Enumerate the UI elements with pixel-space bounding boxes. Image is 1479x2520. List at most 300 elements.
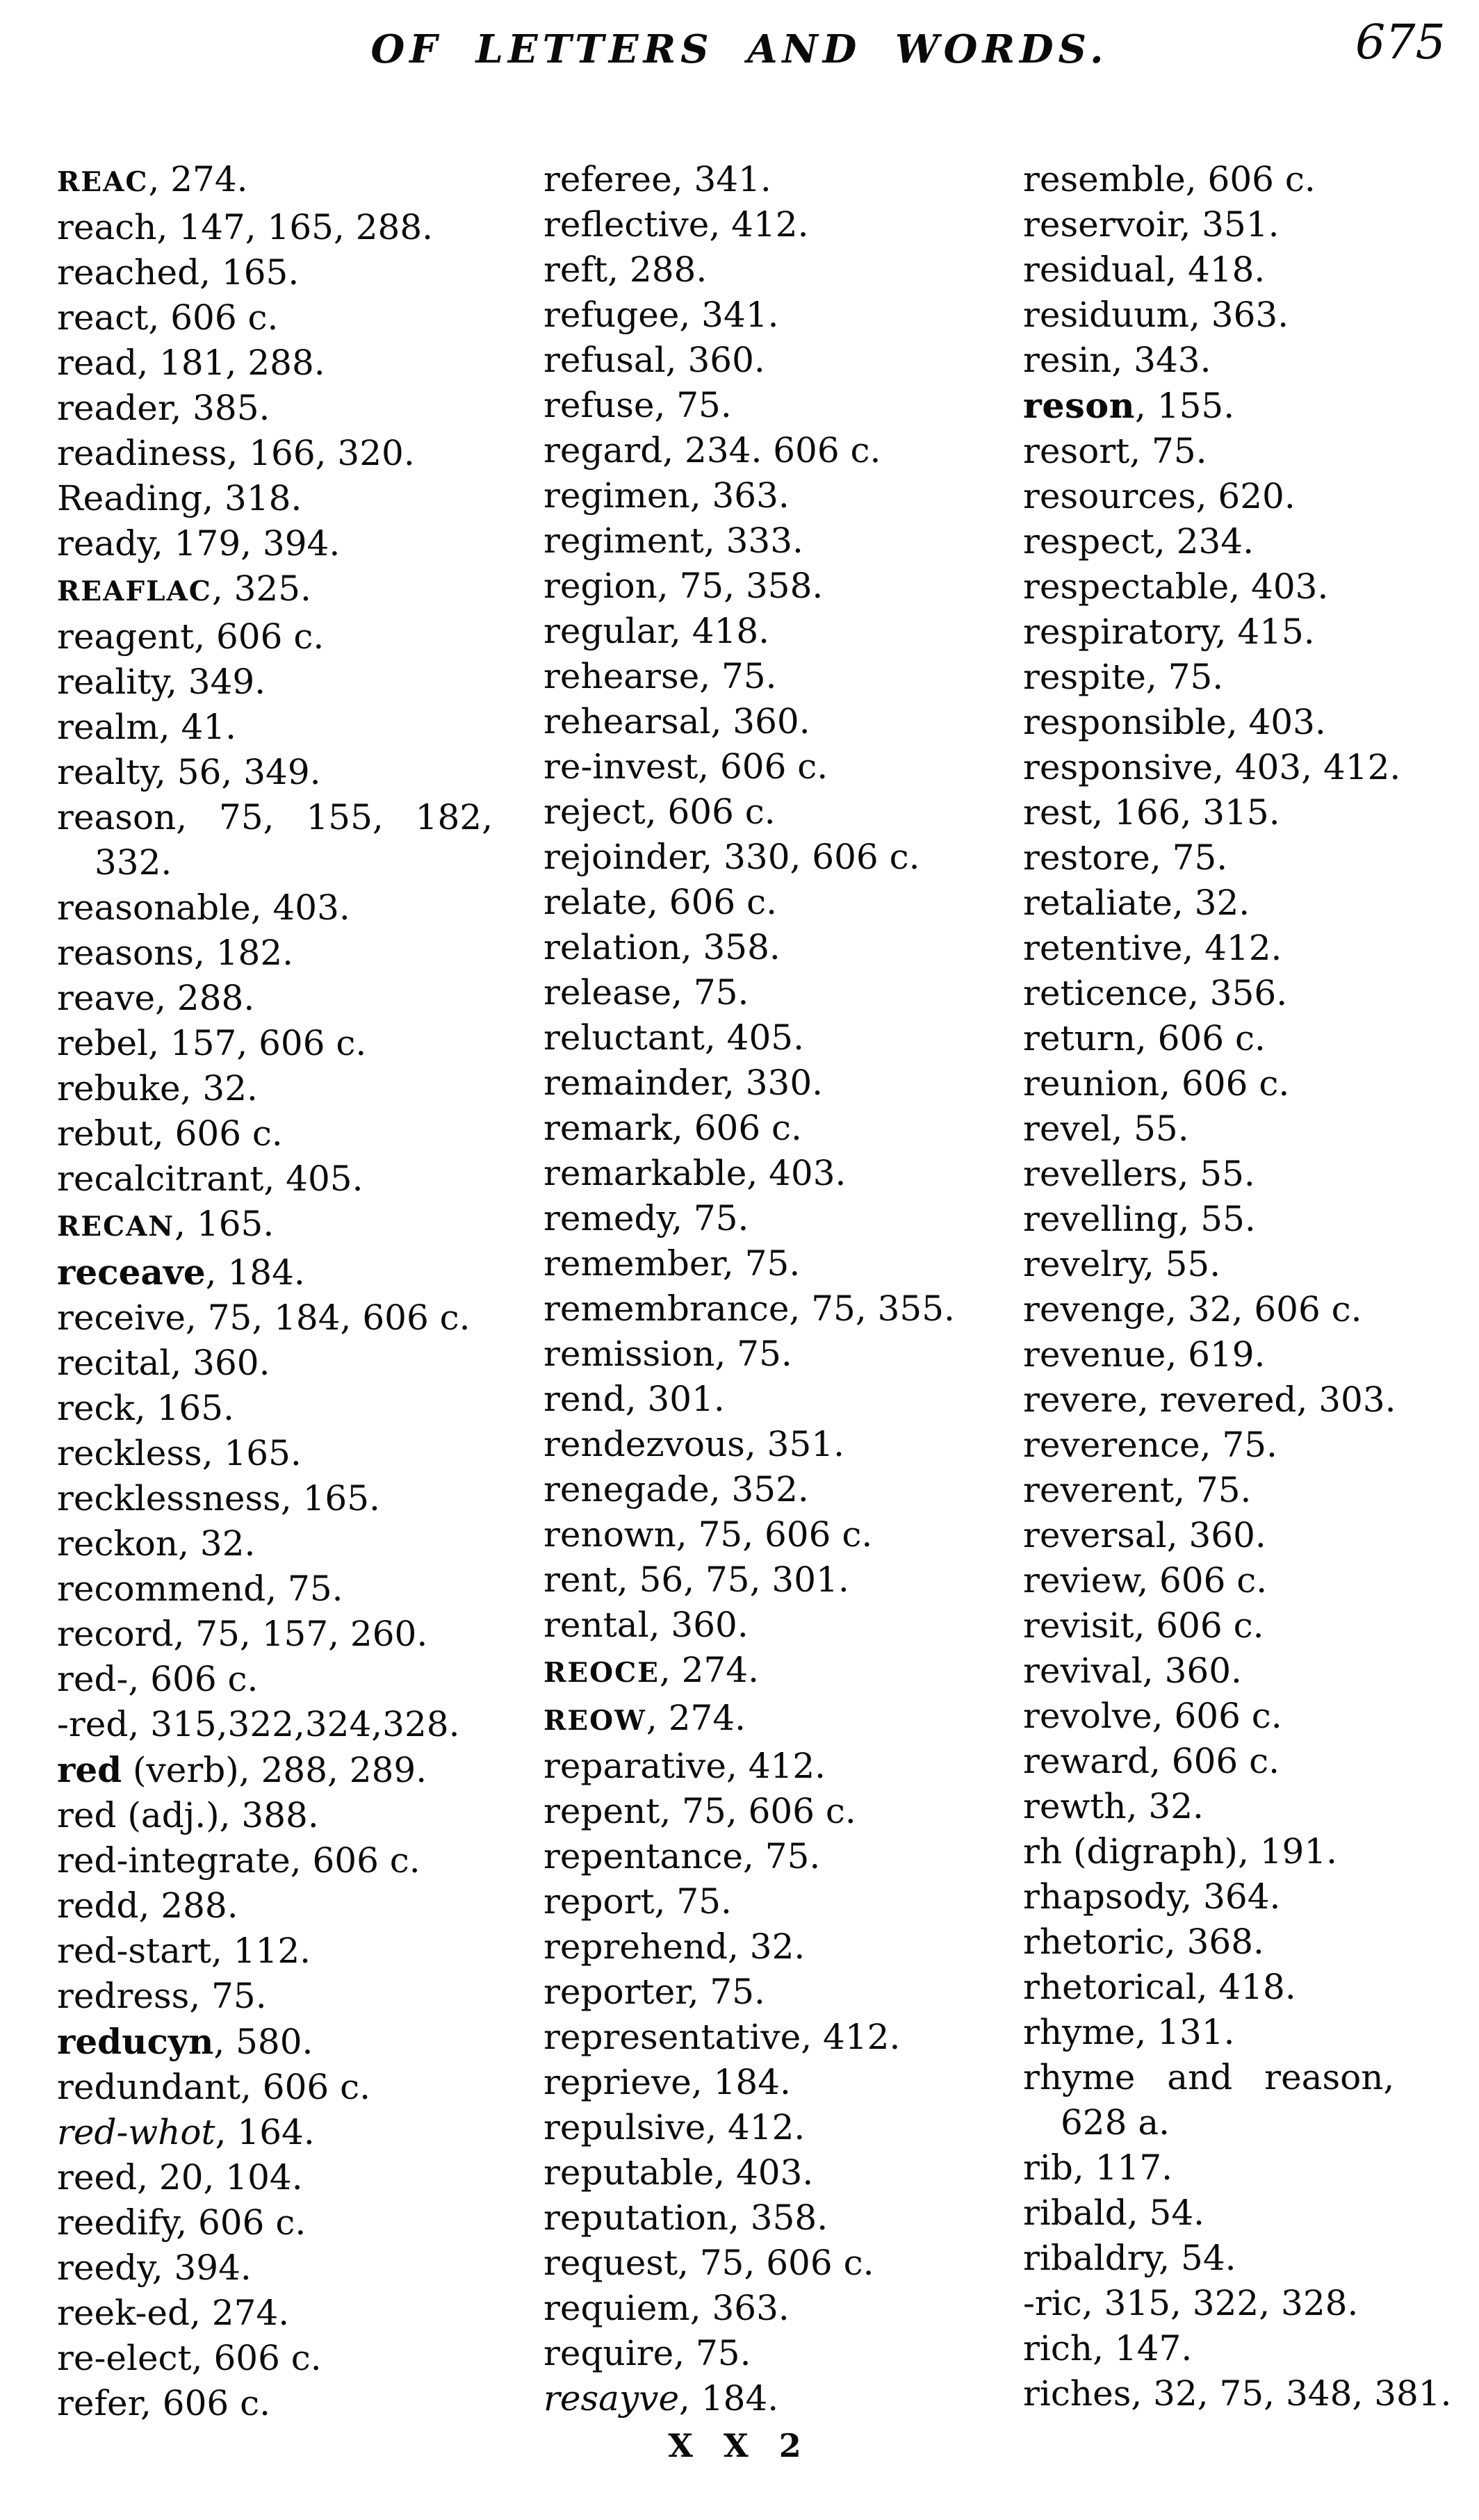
headword: rh bbox=[1023, 1831, 1063, 1872]
index-entry bbox=[544, 2286, 1002, 2331]
headword: remember bbox=[544, 1243, 723, 1284]
headword: readiness bbox=[57, 433, 227, 473]
entry-continuation: 332. bbox=[95, 842, 172, 883]
headword: reckless bbox=[57, 1433, 202, 1473]
page-refs: , 75. bbox=[743, 1836, 821, 1876]
page-refs: (verb), 288, 289. bbox=[122, 1750, 427, 1790]
index-entry bbox=[544, 247, 1002, 293]
index-column-3 bbox=[1023, 157, 1479, 2416]
headword: regimen bbox=[544, 475, 690, 516]
page-refs: , 75. bbox=[1174, 1470, 1252, 1510]
headword: rehearse bbox=[544, 656, 700, 696]
page-refs: , 234. bbox=[1154, 521, 1254, 562]
headword: revolve bbox=[1023, 1696, 1152, 1736]
index-column-1 bbox=[57, 157, 516, 2426]
page-refs: , 75. bbox=[673, 2333, 751, 2373]
page-refs: , 288. bbox=[607, 249, 708, 290]
page-refs: , 364. bbox=[1181, 1876, 1281, 1917]
index-entry bbox=[57, 1657, 516, 1702]
headword: rich bbox=[1023, 2328, 1093, 2368]
index-entry bbox=[1023, 564, 1479, 609]
headword: recommend bbox=[57, 1569, 266, 1609]
headword: responsive bbox=[1023, 747, 1213, 787]
headword: recklessness bbox=[57, 1478, 281, 1519]
headword: redd bbox=[57, 1885, 139, 1926]
headword: repent bbox=[544, 1791, 660, 1831]
headword: rhetoric bbox=[1023, 1922, 1165, 1962]
headword: requiem bbox=[544, 2288, 690, 2328]
index-entry bbox=[1023, 157, 1479, 202]
headword: reverent bbox=[1023, 1470, 1175, 1510]
index-entry bbox=[544, 699, 1002, 744]
headword: REOW bbox=[544, 1705, 646, 1737]
index-entry bbox=[57, 1341, 516, 1386]
index-entry bbox=[544, 2015, 1002, 2060]
page-refs: , 606 c. bbox=[152, 1113, 283, 1154]
headword: read bbox=[57, 343, 138, 383]
headword: redundant bbox=[57, 2067, 241, 2107]
headword: reputable bbox=[544, 2152, 714, 2193]
index-entry bbox=[1023, 971, 1479, 1016]
index-entry bbox=[57, 1476, 516, 1521]
page-refs: , 274. bbox=[190, 2293, 290, 2333]
index-entry bbox=[544, 1106, 1002, 1151]
headword: revival bbox=[1023, 1651, 1143, 1691]
headword: refugee bbox=[544, 295, 680, 335]
page-refs: , 75. bbox=[671, 972, 749, 1013]
page-refs: , 54. bbox=[1127, 2193, 1205, 2233]
page-refs: , 75, 157, 260. bbox=[173, 1614, 428, 1654]
headword: react bbox=[57, 297, 149, 338]
headword: rhetorical bbox=[1023, 1967, 1197, 2007]
page-refs: , 606 c. bbox=[646, 882, 777, 922]
index-entry bbox=[57, 750, 516, 795]
index-entry bbox=[544, 1744, 1002, 1789]
index-entry bbox=[1023, 1648, 1479, 1694]
page-refs: , 606 c. bbox=[698, 746, 828, 787]
page-refs: , 405. bbox=[704, 1017, 805, 1058]
page-refs: , 352. bbox=[709, 1469, 809, 1509]
index-entry bbox=[1023, 1694, 1479, 1739]
page-refs: , 32. bbox=[1126, 1786, 1204, 1826]
headword: respect bbox=[1023, 521, 1154, 562]
headword: reunion bbox=[1023, 1063, 1160, 1104]
page-refs: , 274. bbox=[148, 159, 248, 199]
index-entry bbox=[57, 1156, 516, 1202]
headword: re-invest bbox=[544, 746, 698, 787]
page-refs: , 165. bbox=[199, 252, 300, 293]
index-entry bbox=[1023, 2055, 1479, 2100]
headword: red bbox=[57, 1749, 122, 1790]
page-refs: , 274. bbox=[659, 1650, 760, 1690]
headword: reasonable bbox=[57, 887, 251, 928]
headword: reedy bbox=[57, 2248, 152, 2288]
headword: revenue bbox=[1023, 1334, 1166, 1375]
page-refs: , 32. bbox=[180, 1068, 258, 1108]
headword: review bbox=[1023, 1560, 1138, 1601]
headword: referee bbox=[544, 159, 672, 199]
headword: relation bbox=[544, 927, 681, 967]
page-refs: , 55. bbox=[1143, 1244, 1221, 1284]
index-entry bbox=[544, 202, 1002, 247]
index-entry bbox=[1023, 202, 1479, 247]
headword: reprieve bbox=[544, 2062, 692, 2102]
page-refs: , 606 c. bbox=[1137, 1560, 1268, 1601]
index-entry bbox=[544, 1241, 1002, 1286]
index-entry bbox=[544, 473, 1002, 518]
headword: respiratory bbox=[1023, 612, 1216, 652]
index-entry bbox=[1023, 1377, 1479, 1423]
index-entry bbox=[57, 1202, 516, 1250]
index-entry bbox=[57, 1747, 516, 1793]
page-refs: , 606 c. bbox=[1185, 159, 1316, 199]
headword: regular bbox=[544, 611, 670, 651]
page-refs: , 75, 358. bbox=[657, 566, 824, 606]
index-entry bbox=[544, 157, 1002, 202]
headword: regiment bbox=[544, 521, 704, 561]
page-refs: , 75. bbox=[714, 1334, 792, 1374]
page-refs: , 606 c. bbox=[290, 1840, 420, 1881]
headword: reflective bbox=[544, 204, 710, 245]
index-entry bbox=[57, 1111, 516, 1156]
index-entry bbox=[1023, 881, 1479, 926]
page-refs: , 32. bbox=[728, 1926, 806, 1967]
headword: reave bbox=[57, 978, 156, 1018]
index-entry bbox=[544, 654, 1002, 699]
page-refs: , 274. bbox=[646, 1698, 746, 1738]
page-refs: , 620. bbox=[1195, 476, 1296, 516]
index-entry bbox=[1023, 1061, 1479, 1106]
page-refs: , 165. bbox=[134, 1388, 234, 1428]
index-entry bbox=[544, 293, 1002, 338]
index-entry bbox=[1023, 609, 1479, 655]
headword: rhyme bbox=[1023, 2012, 1136, 2052]
page-refs: , 164. bbox=[215, 2112, 315, 2152]
page-refs: and reason, bbox=[1135, 2057, 1395, 2097]
headword: resources bbox=[1023, 476, 1196, 516]
headword: restore bbox=[1023, 837, 1150, 878]
page-refs: , 363. bbox=[689, 2288, 790, 2328]
page-refs: , 75. bbox=[265, 1569, 343, 1609]
index-entry bbox=[57, 521, 516, 566]
page-refs: , 412. bbox=[709, 204, 809, 245]
headword: reagent bbox=[57, 616, 195, 657]
headword: renown bbox=[544, 1514, 676, 1555]
index-entry bbox=[57, 1431, 516, 1476]
index-entry bbox=[544, 880, 1002, 925]
headword: return bbox=[1023, 1018, 1136, 1058]
index-entry bbox=[1023, 1920, 1479, 1965]
index-entry bbox=[544, 1834, 1002, 1879]
page-refs: , 606 c. bbox=[1152, 1696, 1282, 1736]
page-refs: , 75, 155, 182, bbox=[176, 797, 493, 837]
page-refs: , 75. bbox=[189, 1976, 267, 2016]
headword: resemble bbox=[1023, 159, 1186, 199]
headword: refusal bbox=[544, 340, 666, 380]
index-entry bbox=[544, 1648, 1002, 1696]
page-refs: , 385. bbox=[170, 388, 270, 428]
headword: reckon bbox=[57, 1523, 179, 1564]
headword: revenge bbox=[1023, 1289, 1166, 1329]
headword: ribaldry bbox=[1023, 2238, 1159, 2278]
index-entry bbox=[544, 1557, 1002, 1603]
page-refs: , 165. bbox=[174, 1204, 275, 1244]
headword: recital bbox=[57, 1343, 171, 1383]
index-entry bbox=[544, 1286, 1002, 1332]
headword: recalcitrant bbox=[57, 1159, 264, 1199]
page-refs: , 75. bbox=[1129, 431, 1207, 471]
page-refs: , 55. bbox=[1177, 1154, 1255, 1194]
page-refs: , 75. bbox=[654, 1881, 732, 1922]
headword: reticence bbox=[1023, 973, 1188, 1013]
headword: reasons bbox=[57, 933, 194, 973]
page-refs: , 606 c. bbox=[1150, 1741, 1280, 1781]
index-entry bbox=[57, 1612, 516, 1657]
page-refs: , 356. bbox=[1187, 973, 1288, 1013]
index-entry bbox=[1023, 1423, 1479, 1468]
index-entry bbox=[57, 476, 516, 521]
headword: reward bbox=[1023, 1741, 1150, 1781]
page-refs: , 403. bbox=[250, 887, 350, 928]
index-entry bbox=[1023, 2145, 1479, 2191]
index-entry bbox=[544, 338, 1002, 383]
headword: re-elect bbox=[57, 2338, 192, 2378]
headword: revere bbox=[1023, 1380, 1138, 1420]
page-refs: , 606 c. bbox=[671, 1108, 802, 1148]
page-refs: , 147. bbox=[1093, 2328, 1193, 2368]
page-refs: , 75, 355. bbox=[789, 1288, 955, 1329]
headword: red-start bbox=[57, 1931, 211, 1971]
page-refs: , 301. bbox=[625, 1379, 725, 1419]
index-entry bbox=[544, 1789, 1002, 1834]
page-refs: , 75. bbox=[654, 385, 732, 425]
index-entry bbox=[544, 744, 1002, 789]
index-entry bbox=[1023, 338, 1479, 383]
page-refs: , 333. bbox=[703, 521, 803, 561]
page-refs: , 606 c. bbox=[176, 2202, 307, 2243]
page-refs: , 165. bbox=[202, 1433, 302, 1473]
headword: reverence bbox=[1023, 1425, 1200, 1465]
entry-continuation: 628 a. bbox=[1061, 2102, 1170, 2143]
page-refs: , 606 c. bbox=[140, 2383, 271, 2423]
printers-signature: X X 2 bbox=[668, 2427, 811, 2464]
index-entry bbox=[57, 885, 516, 931]
page-refs: , 75. bbox=[1150, 837, 1228, 878]
headword: reversal bbox=[1023, 1515, 1167, 1555]
headword: RECAN bbox=[57, 1211, 175, 1243]
page-refs: , 351. bbox=[1179, 204, 1280, 245]
index-entry bbox=[544, 1603, 1002, 1648]
page-refs: , 341. bbox=[671, 159, 771, 199]
headword: reject bbox=[544, 792, 646, 832]
index-entry bbox=[544, 970, 1002, 1015]
page-refs: , 56, 349. bbox=[155, 752, 321, 792]
index-entry bbox=[544, 925, 1002, 970]
headword: red bbox=[57, 1795, 117, 1835]
index-entry bbox=[1023, 429, 1479, 474]
headword: resin bbox=[1023, 340, 1112, 380]
page-refs: , 358. bbox=[680, 927, 781, 967]
page-refs: , 55. bbox=[1111, 1108, 1189, 1149]
index-entry bbox=[1023, 2326, 1479, 2371]
headword: report bbox=[544, 1881, 655, 1922]
headword: remainder bbox=[544, 1063, 724, 1103]
page-refs: , 363. bbox=[689, 475, 790, 516]
index-entry bbox=[1023, 2010, 1479, 2055]
index-entry bbox=[1023, 1197, 1479, 1242]
index-entry bbox=[57, 431, 516, 476]
page-refs: , 32. bbox=[1172, 883, 1250, 923]
headword: realm bbox=[57, 707, 159, 747]
headword: rental bbox=[544, 1605, 649, 1645]
page-refs: , 415. bbox=[1215, 612, 1315, 652]
headword: retentive bbox=[1023, 928, 1183, 968]
index-entry bbox=[1023, 1965, 1479, 2010]
index-entry bbox=[1023, 247, 1479, 293]
headword: reached bbox=[57, 252, 200, 293]
index-entry bbox=[57, 250, 516, 295]
headword: reson bbox=[1023, 385, 1136, 426]
headword: retaliate bbox=[1023, 883, 1172, 923]
headword: regard bbox=[544, 430, 663, 471]
page-refs: , 179, 394. bbox=[152, 523, 341, 564]
index-entry bbox=[57, 1386, 516, 1431]
index-entry bbox=[544, 564, 1002, 609]
headword: remarkable bbox=[544, 1153, 747, 1193]
page-refs: , 606 c. bbox=[194, 616, 325, 657]
headword: reservoir bbox=[1023, 204, 1180, 245]
headword: REOCE bbox=[544, 1657, 660, 1689]
page-refs: (adj.), 388. bbox=[116, 1795, 319, 1835]
page-refs: , 318. bbox=[202, 478, 302, 518]
index-entry bbox=[544, 835, 1002, 880]
index-entry bbox=[57, 386, 516, 431]
index-entry bbox=[544, 1924, 1002, 1970]
page-refs: , 55. bbox=[1178, 1199, 1256, 1239]
index-entry bbox=[1023, 519, 1479, 564]
page-refs: , 418. bbox=[1166, 249, 1266, 290]
index-entry bbox=[544, 1970, 1002, 2015]
headword: riches bbox=[1023, 2373, 1131, 2414]
page-footer bbox=[0, 2427, 1479, 2464]
page-refs: , 394. bbox=[152, 2248, 252, 2288]
index-entry bbox=[1023, 835, 1479, 881]
headword: relate bbox=[544, 882, 647, 922]
page-refs: , 363. bbox=[1188, 295, 1289, 335]
index-entry bbox=[57, 976, 516, 1021]
headword: rendezvous bbox=[544, 1424, 745, 1464]
page-refs: , 75. bbox=[722, 1243, 801, 1284]
index-entry bbox=[544, 1879, 1002, 1924]
index-entry bbox=[57, 1021, 516, 1066]
page-refs: , 330. bbox=[723, 1063, 824, 1103]
index-entry bbox=[1023, 790, 1479, 835]
index-entry bbox=[57, 1929, 516, 1974]
index-entry bbox=[1023, 383, 1479, 429]
page-refs: , 606 c. bbox=[1135, 1018, 1266, 1058]
headword: rebut bbox=[57, 1113, 153, 1154]
index-entry bbox=[544, 1151, 1002, 1196]
headword: representative bbox=[544, 2017, 801, 2057]
page-refs: , 343. bbox=[1111, 340, 1211, 380]
page-refs: , 75. bbox=[671, 1198, 749, 1238]
page-refs: , 351. bbox=[744, 1424, 844, 1464]
headword: resort bbox=[1023, 431, 1130, 471]
page-refs: , revered, 303. bbox=[1137, 1380, 1396, 1420]
page-refs: , 288. bbox=[155, 978, 255, 1018]
page-refs: , 330, 606 c. bbox=[701, 837, 920, 877]
headword: Reading bbox=[57, 478, 203, 518]
headword: repentance bbox=[544, 1836, 743, 1876]
page-refs: , 147, 165, 288. bbox=[156, 207, 434, 247]
page-refs: , 403. bbox=[1226, 702, 1326, 742]
headword: receave bbox=[57, 1252, 206, 1293]
headword: revelling bbox=[1023, 1199, 1179, 1239]
index-entry bbox=[57, 705, 516, 750]
index-entry bbox=[57, 295, 516, 341]
index-entry bbox=[544, 2376, 1002, 2421]
headword: reparative bbox=[544, 1746, 726, 1786]
page-refs: , 341. bbox=[679, 295, 779, 335]
index-entry bbox=[57, 2245, 516, 2291]
headword: reach bbox=[57, 207, 157, 247]
headword: receive bbox=[57, 1298, 186, 1338]
page-refs: , 403. bbox=[746, 1153, 847, 1193]
page-refs: (digraph), 191. bbox=[1062, 1831, 1338, 1872]
headword: respectable bbox=[1023, 566, 1229, 607]
headword: reducyn bbox=[57, 2021, 214, 2062]
headword: red-whot bbox=[57, 2112, 215, 2152]
index-entry bbox=[57, 341, 516, 386]
headword: remembrance bbox=[544, 1288, 790, 1329]
headword: renegade bbox=[544, 1469, 710, 1509]
index-entry bbox=[57, 931, 516, 976]
index-entry bbox=[57, 1566, 516, 1612]
index-entry bbox=[57, 2019, 516, 2065]
page-refs: , 288. bbox=[138, 1885, 238, 1926]
page-refs: , 360. bbox=[710, 701, 810, 742]
index-entry bbox=[57, 1066, 516, 1111]
headword: revel bbox=[1023, 1108, 1112, 1149]
index-entry bbox=[57, 614, 516, 660]
headword: reft bbox=[544, 249, 608, 290]
index-entry bbox=[544, 2241, 1002, 2286]
headword: record bbox=[57, 1614, 174, 1654]
index-entry bbox=[1023, 926, 1479, 971]
page-refs: , 56, 75, 301. bbox=[616, 1560, 849, 1600]
index-entry bbox=[1023, 1739, 1479, 1784]
index-entry bbox=[544, 383, 1002, 428]
headword: reed bbox=[57, 2157, 138, 2198]
headword: revelry bbox=[1023, 1244, 1143, 1284]
index-entry bbox=[1023, 2371, 1479, 2416]
page-refs: , 75, 606 c. bbox=[660, 1791, 856, 1831]
index-entry bbox=[544, 789, 1002, 835]
page-refs: , 75. bbox=[1200, 1425, 1277, 1465]
index-entry bbox=[1023, 1874, 1479, 1920]
index-entry bbox=[1023, 1603, 1479, 1648]
page-refs: , 131. bbox=[1135, 2012, 1235, 2052]
page-refs: , 349. bbox=[165, 662, 266, 702]
page-refs: , 54. bbox=[1159, 2238, 1236, 2278]
headword: rebuke bbox=[57, 1068, 181, 1108]
page-refs: , 182. bbox=[193, 933, 294, 973]
index-entry bbox=[544, 2331, 1002, 2376]
page-refs: , 75. bbox=[699, 656, 777, 696]
headword: remark bbox=[544, 1108, 672, 1148]
index-entry bbox=[57, 2065, 516, 2110]
index-entry bbox=[1023, 745, 1479, 790]
